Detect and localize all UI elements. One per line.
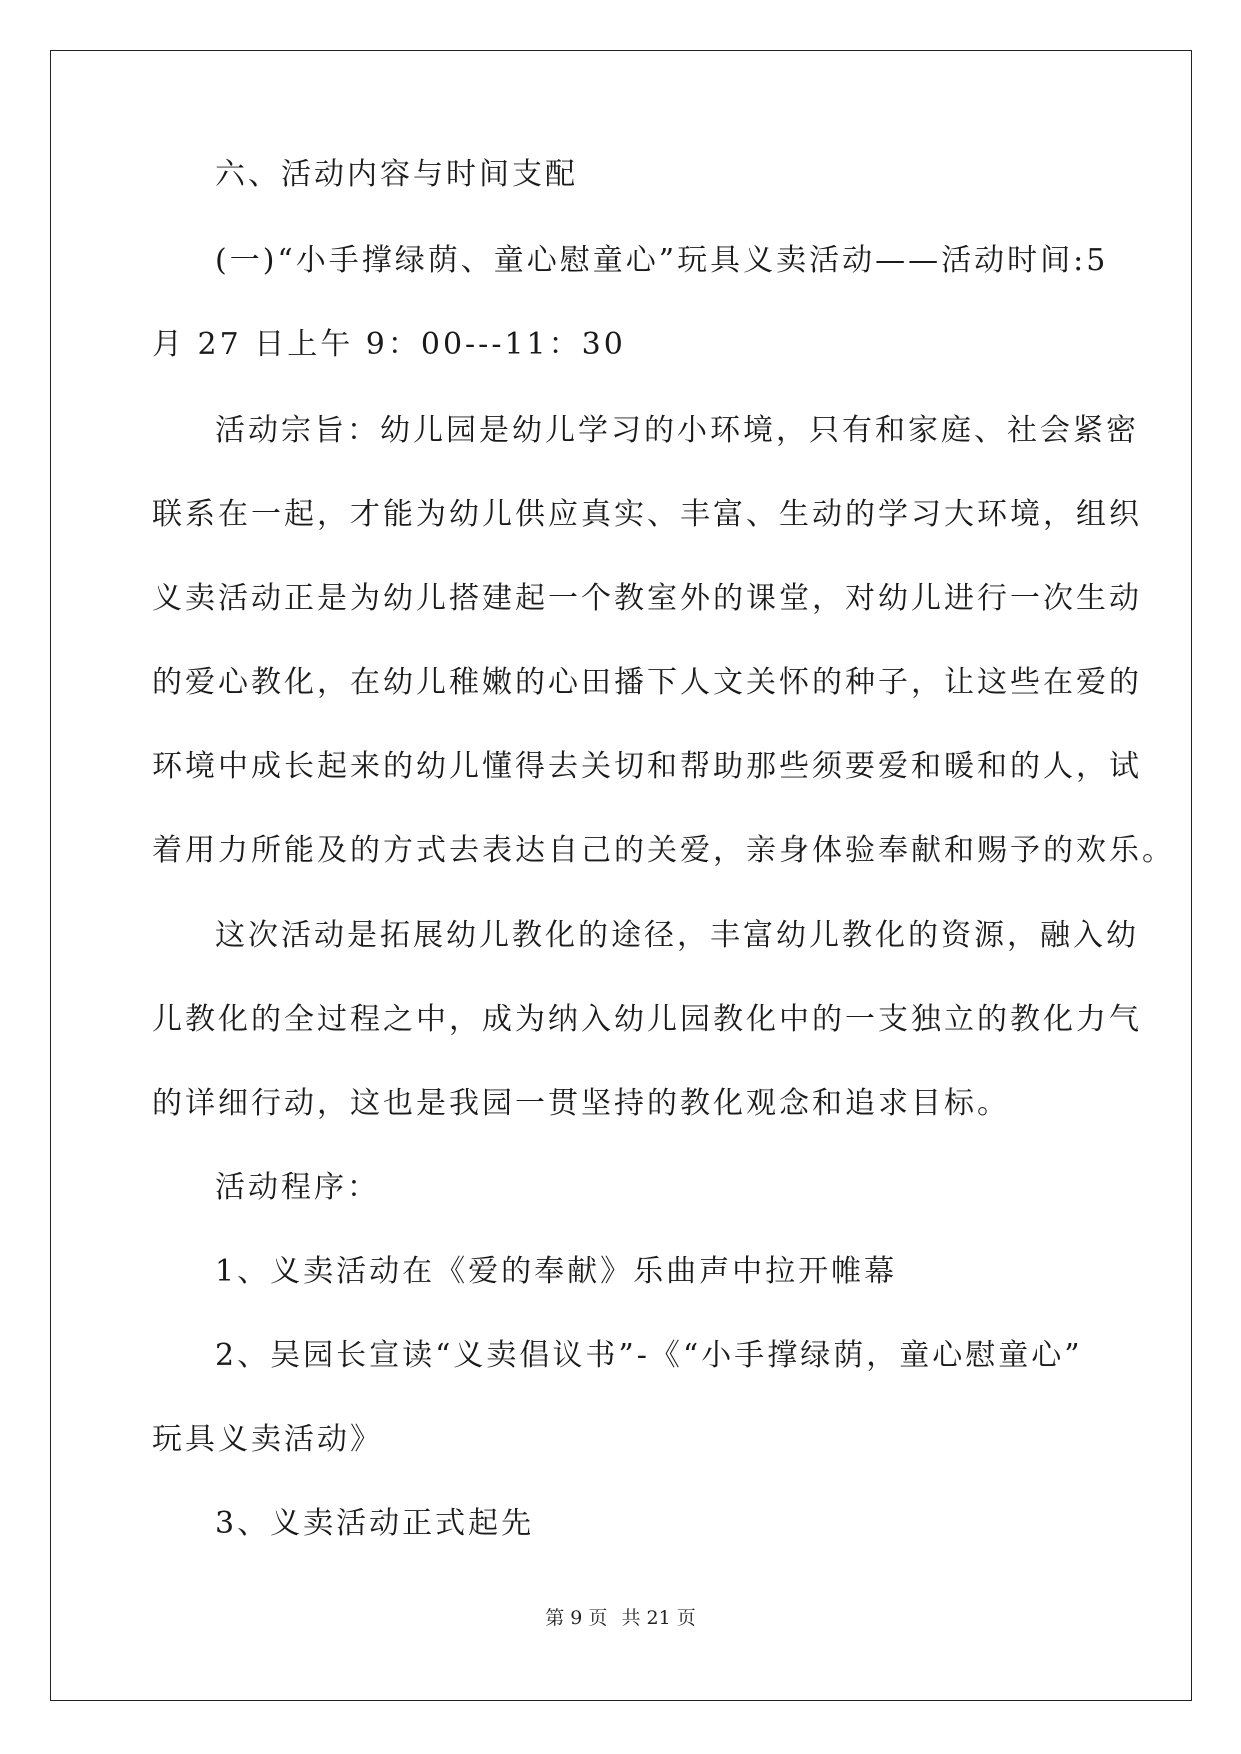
procedure-step-continuation: 玩具义卖活动》 [152, 1422, 383, 1457]
paragraph-line: 联系在一起，才能为幼儿供应真实、丰富、生动的学习大环境，组织 [152, 497, 1142, 532]
section-heading: 六、活动内容与时间支配 [215, 157, 578, 192]
paragraph-line: 着用力所能及的方式去表达自己的关爱，亲身体验奉献和赐予的欢乐。 [152, 833, 1175, 868]
procedure-step: 2、吴园长宣读“义卖倡议书”-《“小手撑绿荫，童心慰童心” [215, 1338, 1083, 1373]
activity-title-line: (一)“小手撑绿荫、童心慰童心”玩具义卖活动——活动时间:5 [215, 243, 1109, 278]
paragraph-line: 活动宗旨：幼儿园是幼儿学习的小环境，只有和家庭、社会紧密 [215, 413, 1139, 448]
activity-time-line: 月 27 日上午 9：00---11：30 [152, 327, 626, 362]
paragraph-line: 的详细行动，这也是我园一贯坚持的教化观念和追求目标。 [152, 1086, 1010, 1121]
procedure-step: 1、义卖活动在《爱的奉献》乐曲声中拉开帷幕 [215, 1254, 898, 1289]
paragraph-line: 的爱心教化，在幼儿稚嫩的心田播下人文关怀的种子，让这些在爱的 [152, 665, 1142, 700]
procedure-step: 3、义卖活动正式起先 [215, 1506, 535, 1541]
page-footer [0, 1606, 1241, 1630]
page-number: 第 9 页 [545, 1607, 608, 1629]
page-total: 共 21 页 [621, 1607, 696, 1629]
paragraph-line: 义卖活动正是为幼儿搭建起一个教室外的课堂，对幼儿进行一次生动 [152, 581, 1142, 616]
procedure-heading: 活动程序： [215, 1170, 380, 1205]
paragraph-line: 环境中成长起来的幼儿懂得去关切和帮助那些须要爱和暖和的人，试 [152, 749, 1142, 784]
paragraph-line: 儿教化的全过程之中，成为纳入幼儿园教化中的一支独立的教化力气 [152, 1002, 1142, 1037]
paragraph-line: 这次活动是拓展幼儿教化的途径，丰富幼儿教化的资源，融入幼 [215, 918, 1139, 953]
